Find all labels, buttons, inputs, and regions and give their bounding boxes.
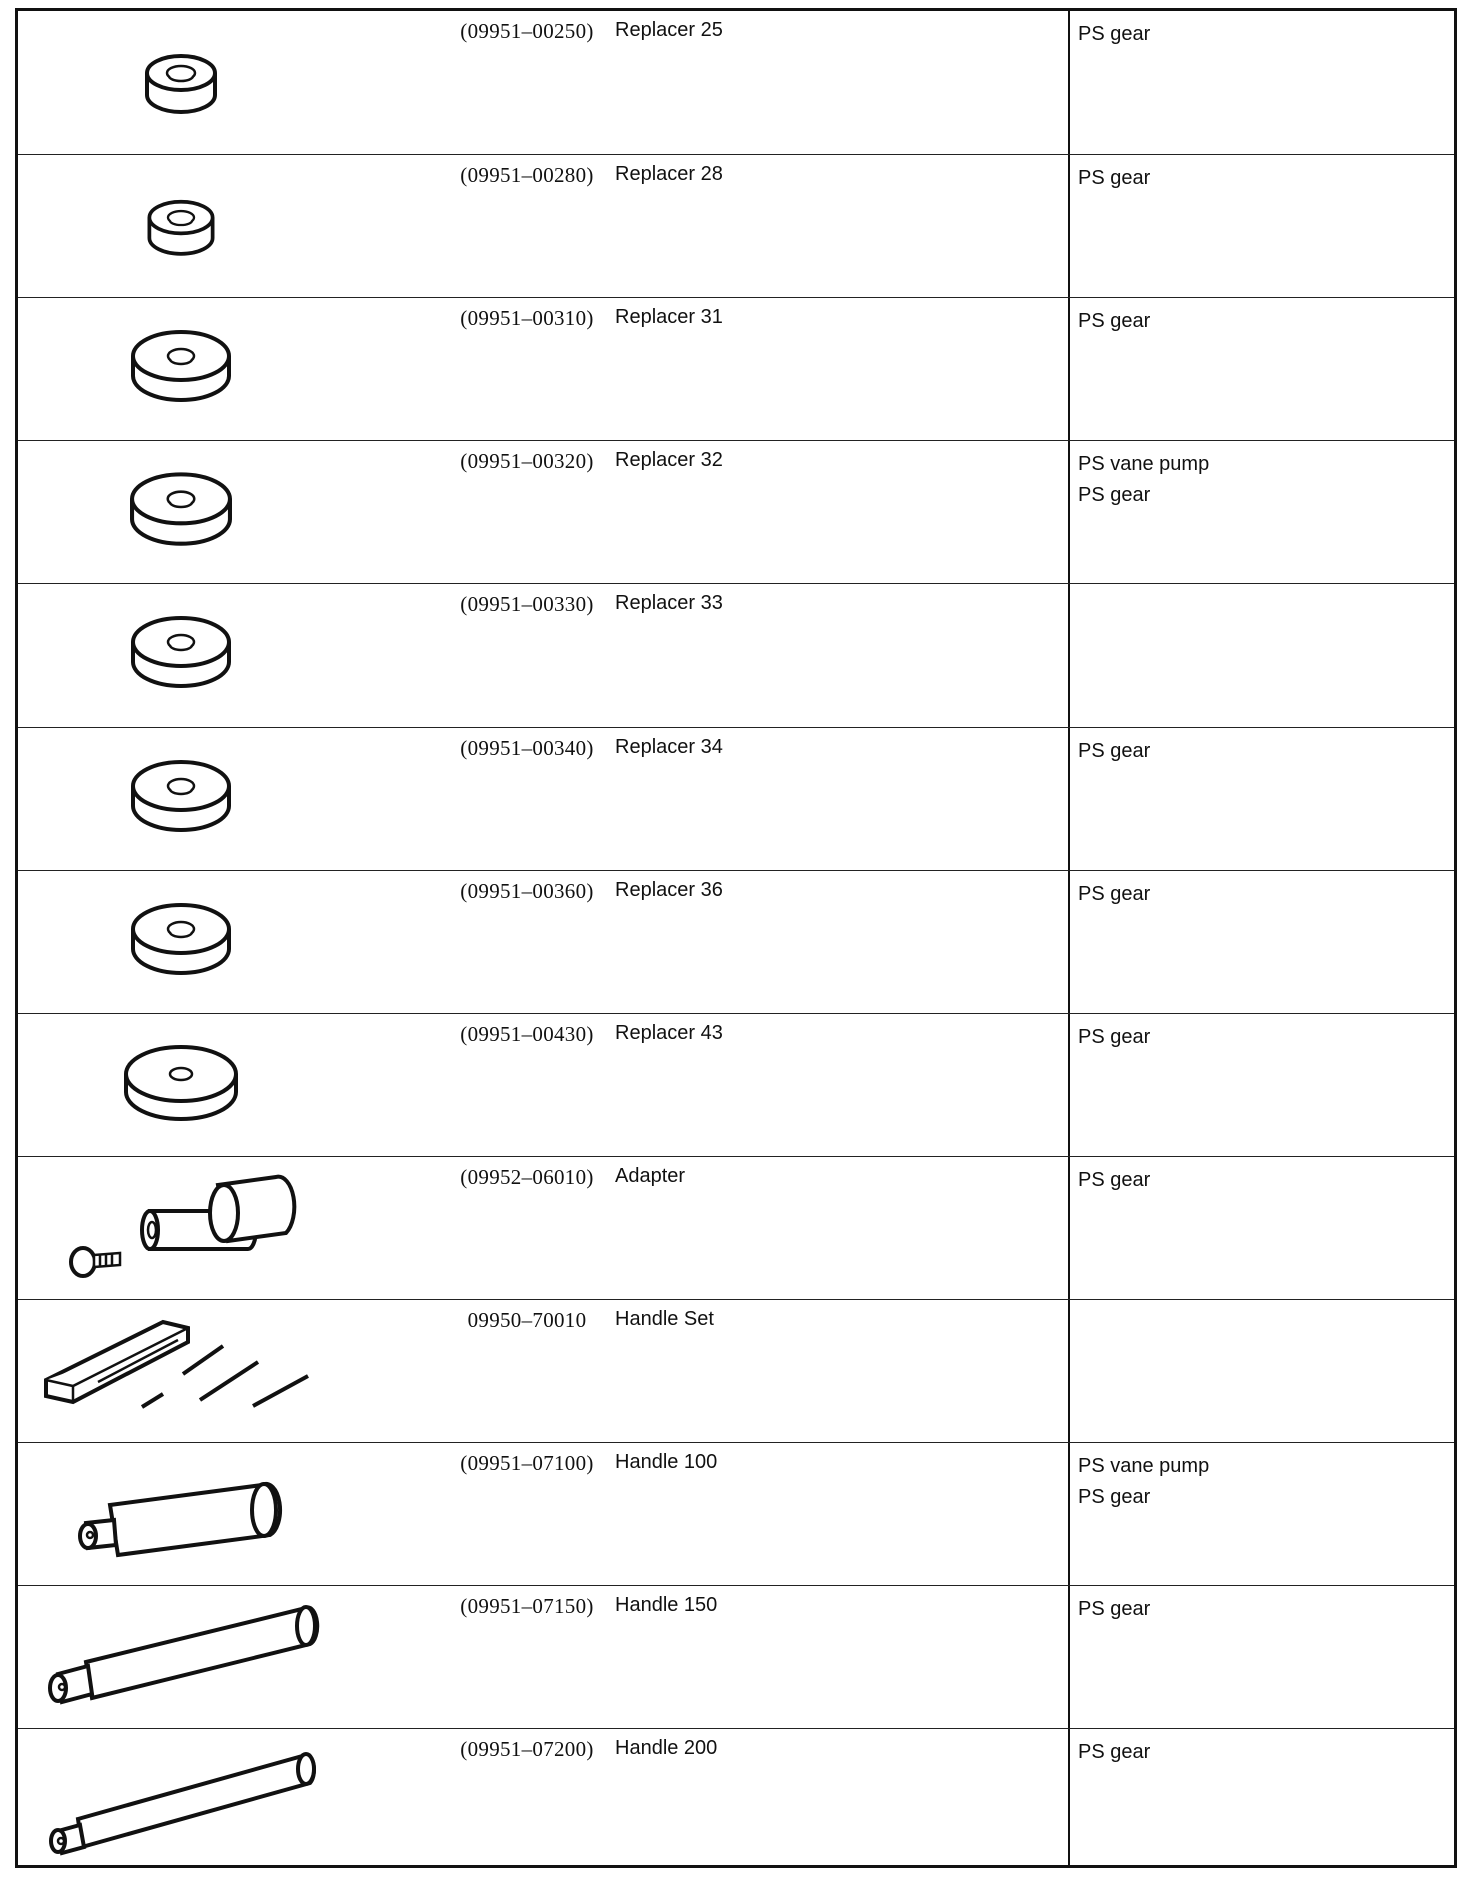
usage-item: PS gear xyxy=(1078,882,1151,905)
usage-item: PS gear xyxy=(1078,1486,1151,1508)
usage-list xyxy=(1078,1594,1150,1625)
usage-item: PS gear xyxy=(1078,1168,1151,1191)
usage-item: PS gear xyxy=(1078,484,1151,507)
tool-name: Replacer 28 xyxy=(615,163,723,186)
tool-name: Handle Set xyxy=(615,1307,714,1330)
part-number: (09951–07150) xyxy=(460,1594,594,1619)
table-row xyxy=(18,11,1454,154)
handle-150-icon xyxy=(38,1588,398,1726)
table-row xyxy=(18,583,1454,726)
handle-100-icon xyxy=(38,1445,398,1583)
part-number: (09951–00340) xyxy=(460,735,594,760)
table-row xyxy=(18,1156,1454,1299)
table-row xyxy=(18,727,1454,870)
replacer-icon xyxy=(38,730,398,868)
usage-item: PS gear xyxy=(1078,167,1151,190)
tool-name: Replacer 32 xyxy=(615,449,723,472)
part-number: 09950–70010 xyxy=(467,1307,587,1332)
special-tools-table xyxy=(15,8,1457,1868)
usage-list xyxy=(1078,1737,1150,1768)
usage-list xyxy=(1078,306,1150,337)
part-number: (09951–07200) xyxy=(460,1737,594,1762)
replacer-small-icon xyxy=(38,157,398,295)
part-number: (09951–07100) xyxy=(460,1451,594,1475)
tool-name: Replacer 33 xyxy=(615,592,723,615)
usage-list xyxy=(1078,1165,1150,1196)
usage-item: PS vane pump xyxy=(1078,453,1210,476)
table-row xyxy=(18,297,1454,440)
part-number: (09951–00250) xyxy=(460,19,594,43)
tool-name: Replacer 36 xyxy=(615,878,723,901)
adapter-icon xyxy=(38,1159,398,1297)
part-number: (09951–00310) xyxy=(460,306,594,331)
replacer-icon xyxy=(38,300,398,438)
part-number: (09951–00320) xyxy=(460,449,594,474)
replacer-small-icon xyxy=(38,13,398,151)
table-row xyxy=(18,1728,1454,1871)
tool-name: Adapter xyxy=(615,1164,686,1187)
usage-list xyxy=(1078,736,1150,767)
tool-name: Handle 150 xyxy=(615,1594,718,1617)
usage-item: PS gear xyxy=(1078,23,1151,45)
tool-name: Replacer 43 xyxy=(615,1021,723,1044)
handle-set-icon xyxy=(38,1302,398,1440)
table-row xyxy=(18,1299,1454,1442)
usage-list xyxy=(1078,1022,1150,1053)
part-number: (09951–00330) xyxy=(460,592,594,617)
usage-item: PS gear xyxy=(1078,739,1151,762)
table-row xyxy=(18,440,1454,583)
handle-200-icon xyxy=(38,1731,398,1869)
part-number: (09951–00280) xyxy=(460,163,594,188)
usage-list xyxy=(1078,449,1209,511)
usage-list xyxy=(1078,19,1150,50)
usage-item: PS vane pump xyxy=(1078,1455,1210,1477)
tool-name: Handle 200 xyxy=(615,1737,718,1760)
table-row xyxy=(18,154,1454,297)
table-row xyxy=(18,1585,1454,1728)
part-number: (09951–00430) xyxy=(460,1021,594,1046)
usage-item: PS gear xyxy=(1078,310,1151,333)
usage-list xyxy=(1078,1451,1209,1513)
table-row xyxy=(18,1442,1454,1585)
table-row xyxy=(18,1013,1454,1156)
usage-item: PS gear xyxy=(1078,1741,1151,1764)
replacer-icon xyxy=(38,586,398,724)
table-row xyxy=(18,870,1454,1013)
tool-name: Replacer 34 xyxy=(615,735,723,758)
replacer-icon xyxy=(38,443,398,581)
usage-item: PS gear xyxy=(1078,1025,1151,1048)
part-number: (09952–06010) xyxy=(460,1164,594,1189)
replacer-large-icon xyxy=(38,1016,398,1154)
tool-name: Handle 100 xyxy=(615,1451,718,1473)
tool-name: Replacer 25 xyxy=(615,19,723,41)
usage-item: PS gear xyxy=(1078,1598,1151,1621)
replacer-icon xyxy=(38,873,398,1011)
usage-list xyxy=(1078,879,1150,910)
part-number: (09951–00360) xyxy=(460,878,594,903)
tool-name: Replacer 31 xyxy=(615,306,723,329)
usage-list xyxy=(1078,163,1150,194)
